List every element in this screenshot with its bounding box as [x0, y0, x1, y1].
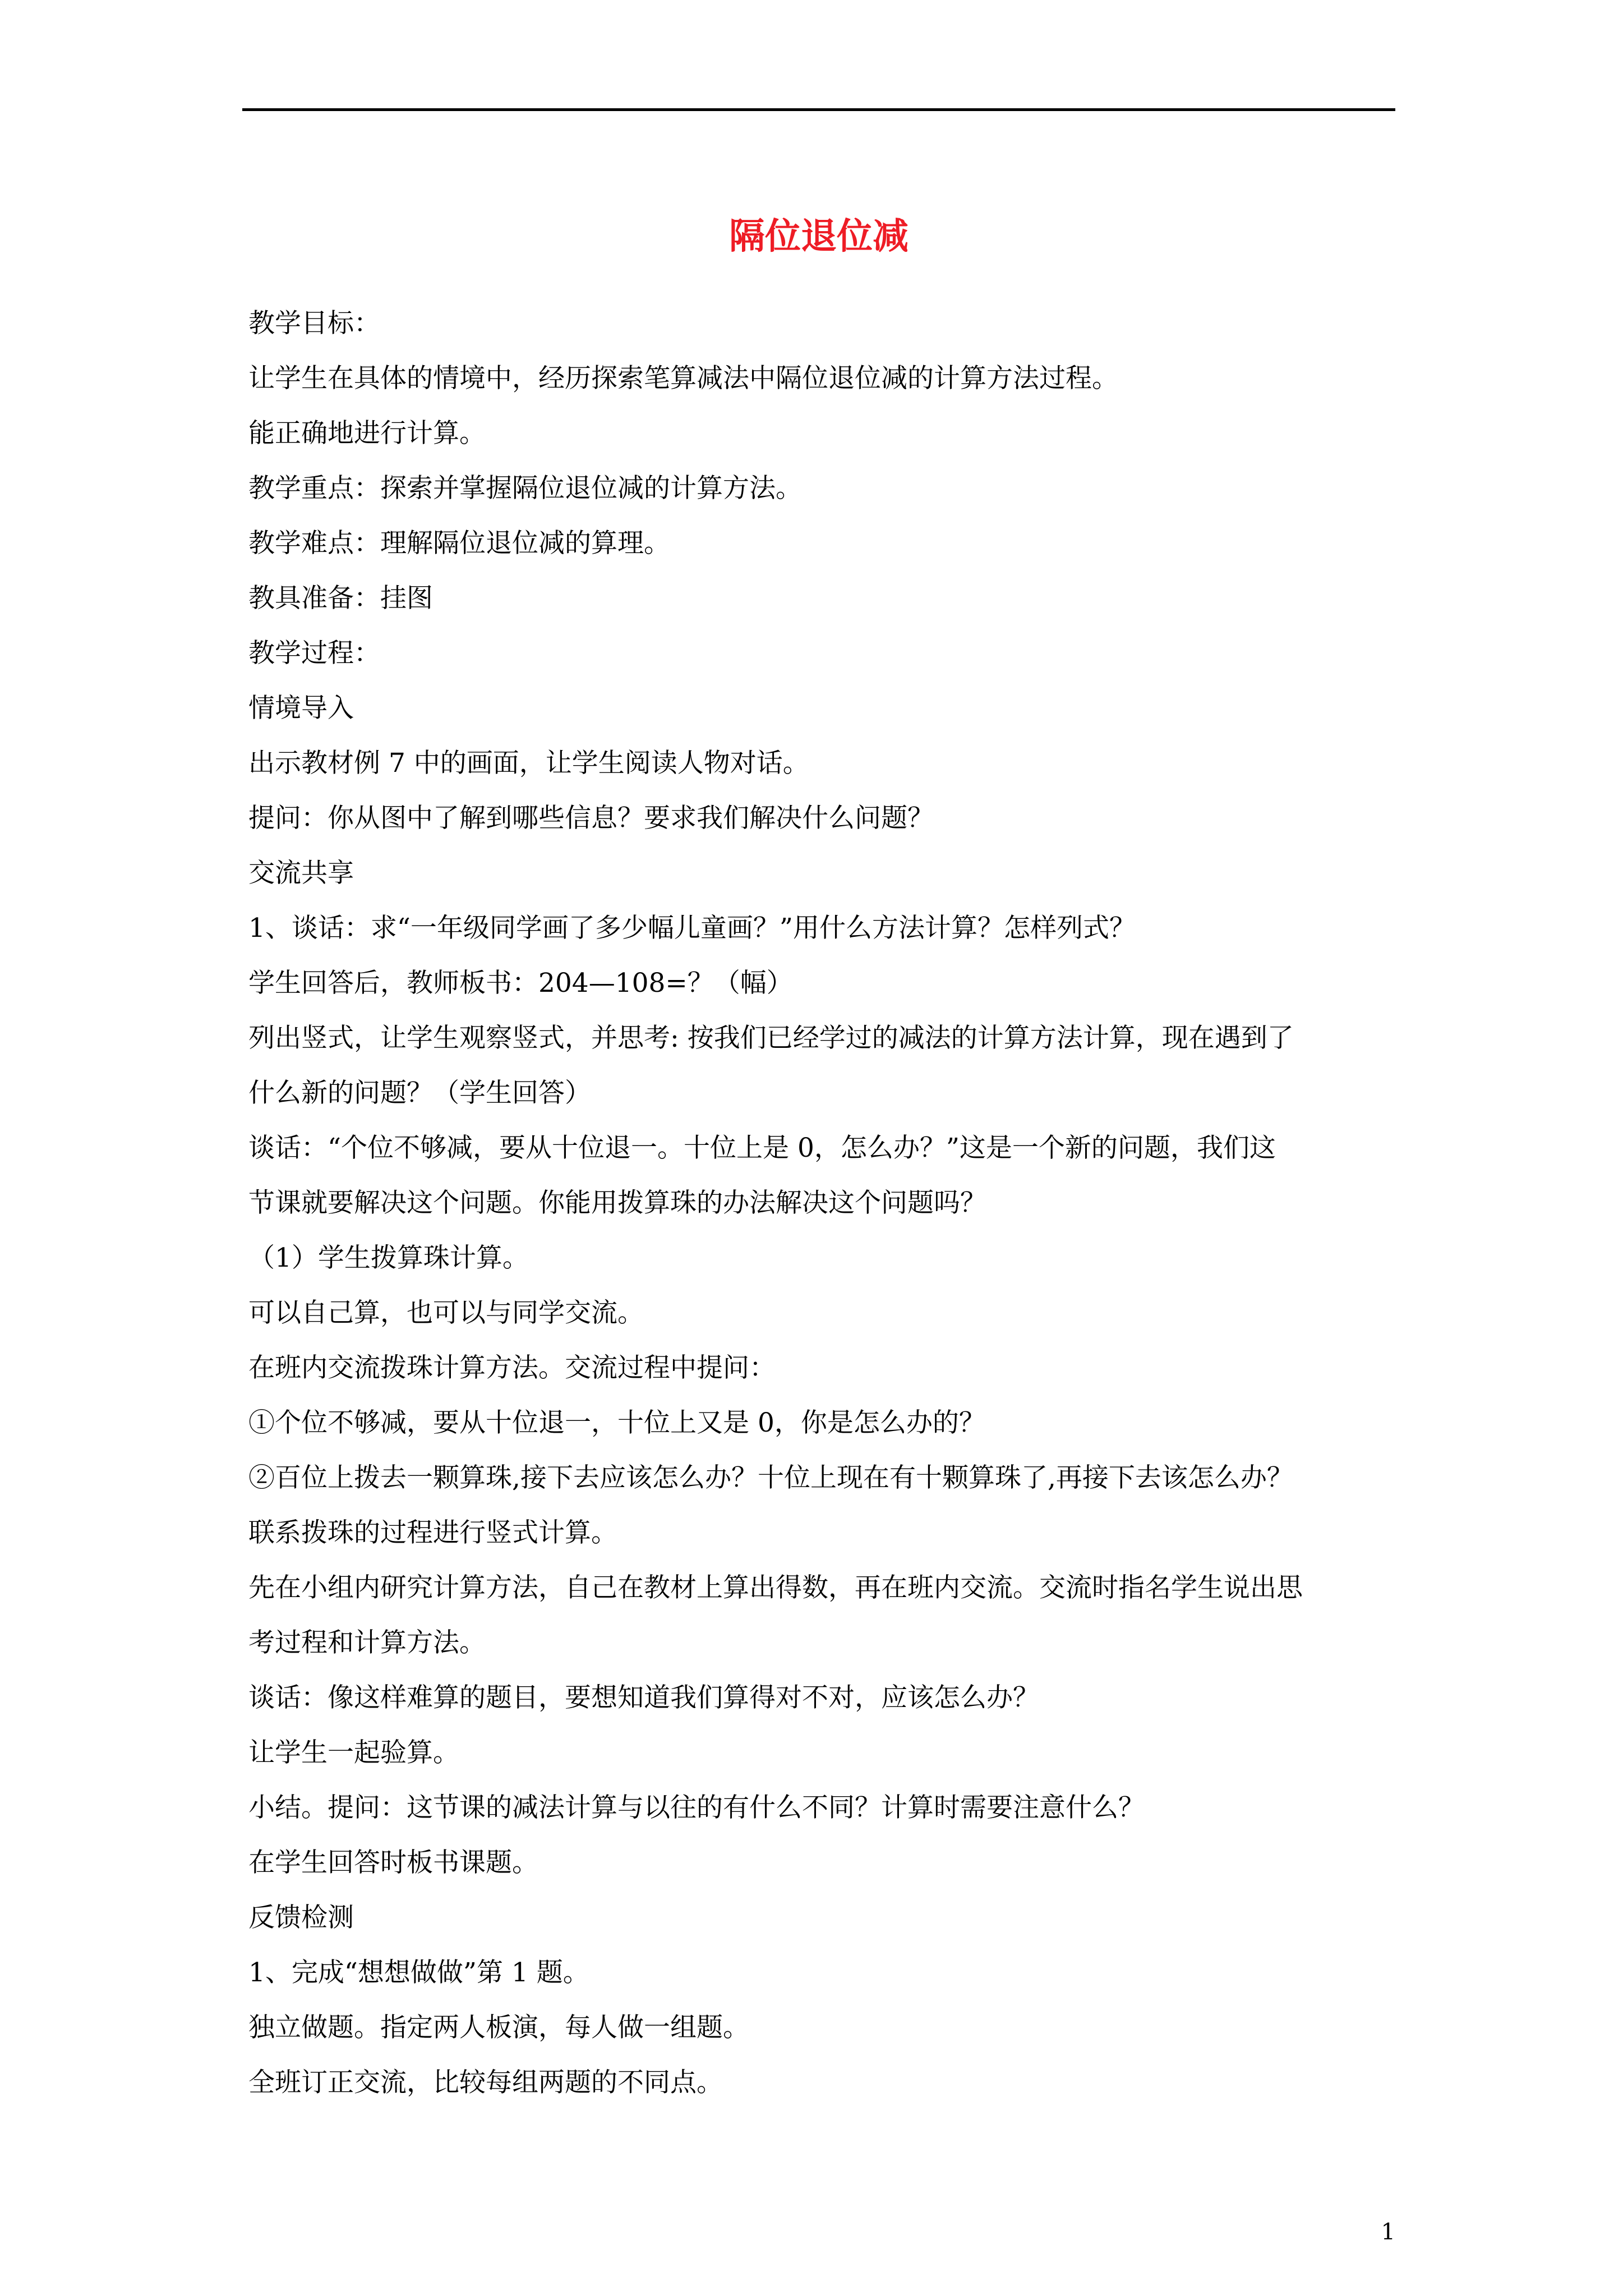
text-line: ①个位不够减，要从十位退一，十位上又是 0，你是怎么办的？ [248, 1407, 985, 1438]
document-title: 隔位退位减 [729, 215, 909, 257]
text-line: 先在小组内研究计算方法，自己在教材上算出得数，再在班内交流。交流时指名学生说出思 [248, 1572, 1303, 1603]
text-line: ②百位上拨去一颗算珠,接下去应该怎么办？十位上现在有十颗算珠了,再接下去该怎么办？ [248, 1462, 1293, 1493]
text-line: 谈话：“个位不够减，要从十位退一。十位上是 0，怎么办？”这是一个新的问题，我们这 [248, 1133, 1276, 1163]
text-line: 在学生回答时板书课题。 [248, 1847, 538, 1878]
document-body [248, 296, 1395, 2110]
text-line: 1、谈话：求“一年级同学画了多少幅儿童画？”用什么方法计算？怎样列式？ [248, 913, 1136, 944]
text-line: 能正确地进行计算。 [248, 418, 486, 449]
text-line: 教具准备：挂图 [248, 583, 433, 614]
text-line: 谈话：像这样难算的题目，要想知道我们算得对不对，应该怎么办？ [248, 1682, 1039, 1713]
text-line: 出示教材例 7 中的画面，让学生阅读人物对话。 [248, 748, 809, 779]
text-line: 教学重点：探索并掌握隔位退位减的计算方法。 [248, 473, 802, 504]
text-line: 列出竖式，让学生观察竖式，并思考: 按我们已经学过的减法的计算方法计算，现在遇到了 [248, 1023, 1294, 1053]
text-line: 提问：你从图中了解到哪些信息？要求我们解决什么问题？ [248, 803, 934, 834]
text-line: 考过程和计算方法。 [248, 1627, 486, 1658]
header-rule [242, 108, 1395, 111]
text-line: 小结。提问：这节课的减法计算与以往的有什么不同？计算时需要注意什么？ [248, 1792, 1145, 1823]
text-line: 教学目标： [248, 308, 380, 339]
text-line: 教学难点：理解隔位退位减的算理。 [248, 528, 670, 559]
text-line: 全班订正交流，比较每组两题的不同点。 [248, 2067, 723, 2098]
text-line: 让学生在具体的情境中，经历探索笔算减法中隔位退位减的计算方法过程。 [248, 363, 1118, 394]
text-line: 在班内交流拨珠计算方法。交流过程中提问： [248, 1352, 776, 1383]
text-line: 节课就要解决这个问题。你能用拨算珠的办法解决这个问题吗？ [248, 1188, 986, 1218]
text-line: 教学过程： [248, 638, 380, 669]
text-line: 学生回答后，教师板书：204—108=？（幅） [248, 968, 793, 999]
text-line: （1）学生拨算珠计算。 [248, 1243, 529, 1273]
text-line: 1、完成“想想做做”第 1 题。 [248, 1957, 589, 1988]
section-heading: 反馈检测 [248, 1902, 354, 1933]
section-heading: 情境导入 [248, 693, 354, 724]
text-line: 独立做题。指定两人板演，每人做一组题。 [248, 2012, 749, 2043]
page-number: 1 [1381, 2219, 1395, 2245]
text-line: 联系拨珠的过程进行竖式计算。 [248, 1517, 617, 1548]
text-line: 什么新的问题？（学生回答） [248, 1078, 591, 1108]
text-line: 让学生一起验算。 [248, 1737, 459, 1768]
text-line: 可以自己算，也可以与同学交流。 [248, 1297, 644, 1328]
section-heading: 交流共享 [248, 858, 354, 889]
